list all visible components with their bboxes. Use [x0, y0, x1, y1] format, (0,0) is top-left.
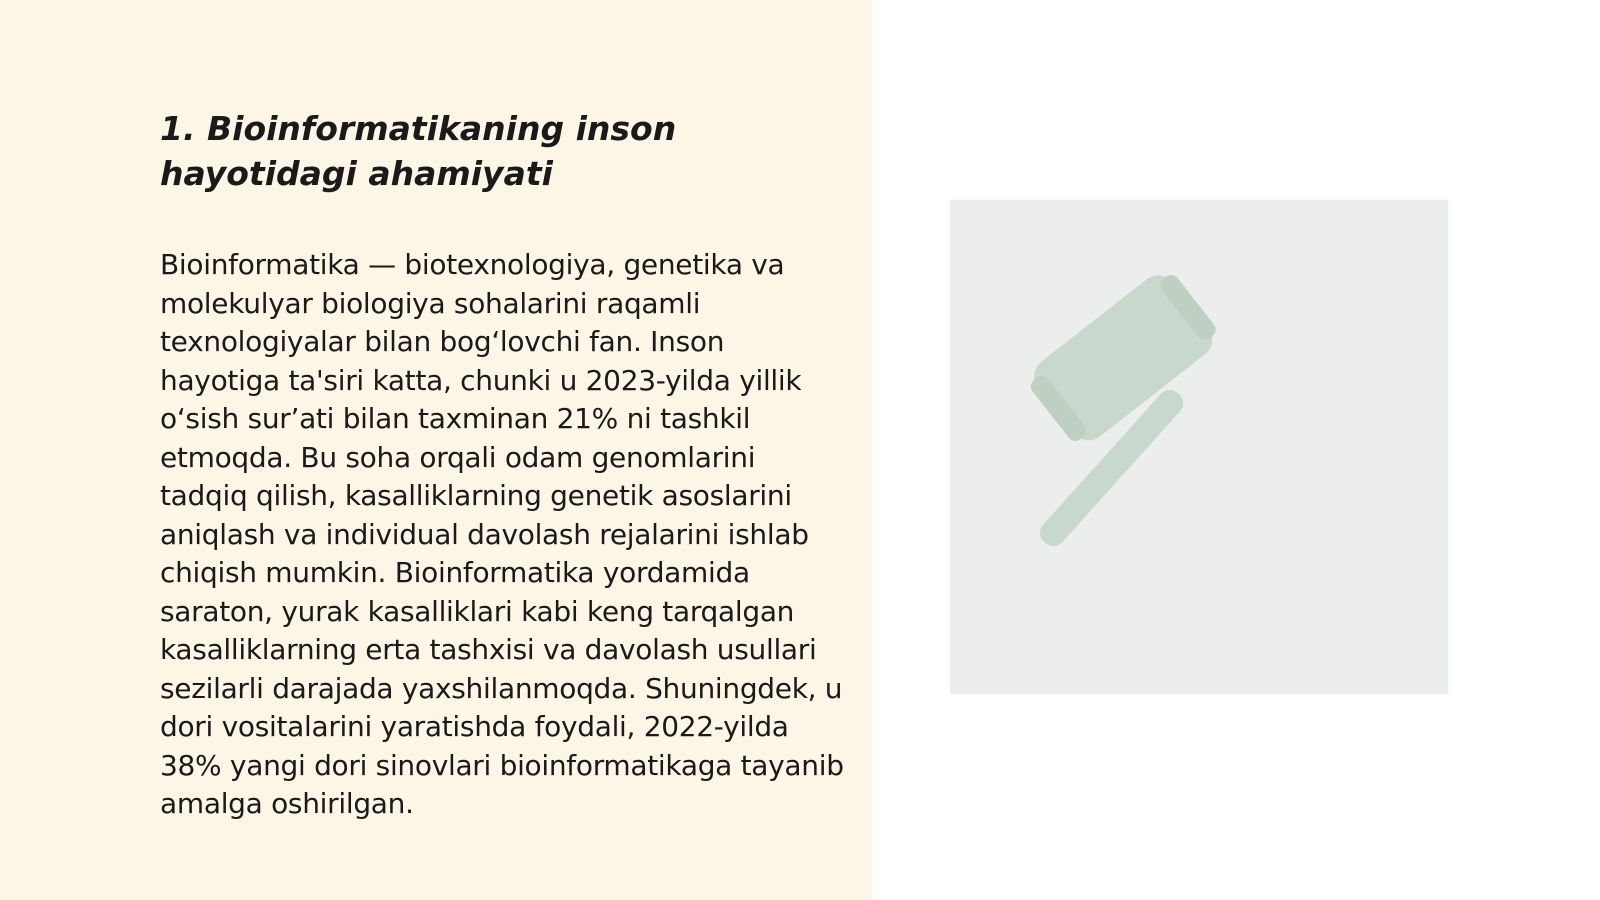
gavel-icon [950, 200, 1448, 694]
slide-image [950, 200, 1448, 694]
slide-heading: 1. Bioinformatikaning inson hayotidagi ahamiyati [160, 109, 677, 193]
slide-body-text: Bioinformatika — biotexnologiya, genetika va molekulyar biologiya sohalarini raqamli texnologiyalar bilan bog‘lovchi fan. Inson hayotiga ta'siri katta, chunki u 2023-yilda yillik o‘sish sur’ati bilan taxminan 21% ni tashkil etmoqda. Bu soha orqali odam genomlarini tadqiq qilish, kasalliklarning genetik asoslarini aniqlash va individual davolash rejalarini ishlab chiqish mumkin. Bioinformatika yordamida saraton, yurak kasalliklari kabi keng tarqalgan kasalliklarning erta tashxisi va davolash usullari sezilarli darajada yaxshilanmoqda. Shuningdek, u dori vositalarini yaratishda foydali, 2022-yilda 38% yangi dori sinovlari bioinformatikaga tayanib amalga oshirilgan. [160, 248, 844, 820]
